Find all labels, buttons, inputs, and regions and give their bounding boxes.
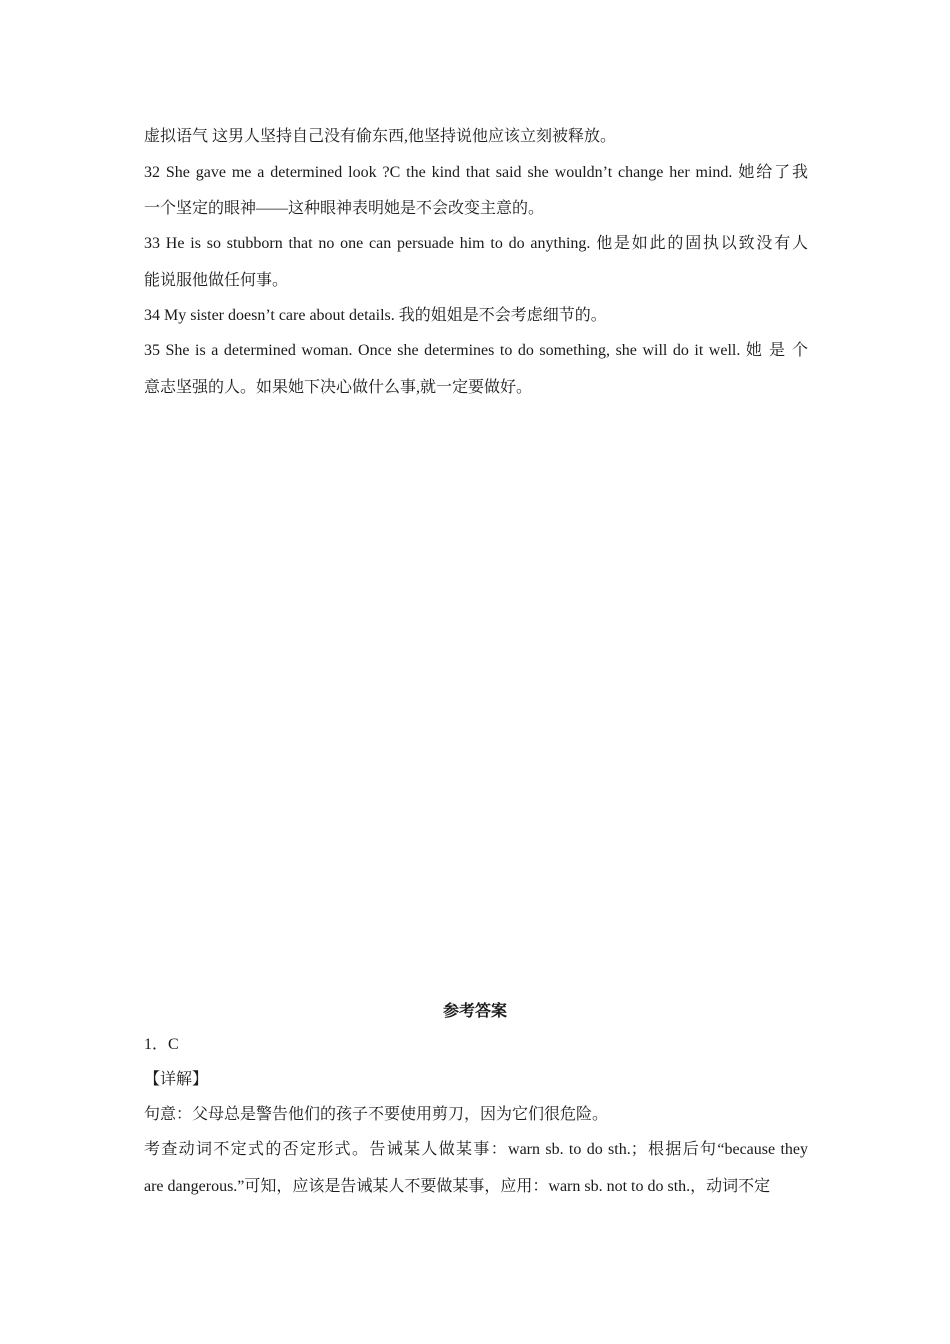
detail-label: 【详解】 (144, 1071, 209, 1088)
item-34-line-1: 34 My sister doesn’t care about details. 我的姐姐是不会考虑细节的。 (144, 307, 607, 324)
answer-1: 1．C (144, 1036, 179, 1053)
item-32-line-1: 32 She gave me a determined look ?C the kind that said she wouldn’t change her mind. 她给了我 (144, 164, 808, 181)
subjunctive-line: 虚拟语气 这男人坚持自己没有偷东西,他坚持说他应该立刻被释放。 (144, 128, 617, 145)
answer-section (144, 0, 808, 1230)
answer-section-title: 参考答案 (442, 1003, 507, 1020)
item-33-line-1: 33 He is so stubborn that no one can persuade him to do anything. 他是如此的固执以致没有人 (144, 235, 808, 252)
explanation-line-1: 考查动词不定式的否定形式。告诫某人做某事：warn sb. to do sth.；根据后句“because they (144, 1141, 808, 1158)
item-33-line-2: 能说服他做任何事。 (144, 272, 289, 289)
item-35-line-2: 意志坚强的人。如果她下决心做什么事,就一定要做好。 (144, 379, 533, 396)
item-35-line-1: 35 She is a determined woman. Once she determines to do something, she will do it well. 她 是 个 (144, 342, 809, 359)
sentence-meaning: 句意：父母总是警告他们的孩子不要使用剪刀，因为它们很危险。 (144, 1106, 609, 1123)
item-32-line-2: 一个坚定的眼神——这种眼神表明她是不会改变主意的。 (144, 200, 545, 217)
explanation-line-2: are dangerous.”可知，应该是告诫某人不要做某事，应用：warn sb. not to do sth.，动词不定 (144, 1178, 771, 1195)
